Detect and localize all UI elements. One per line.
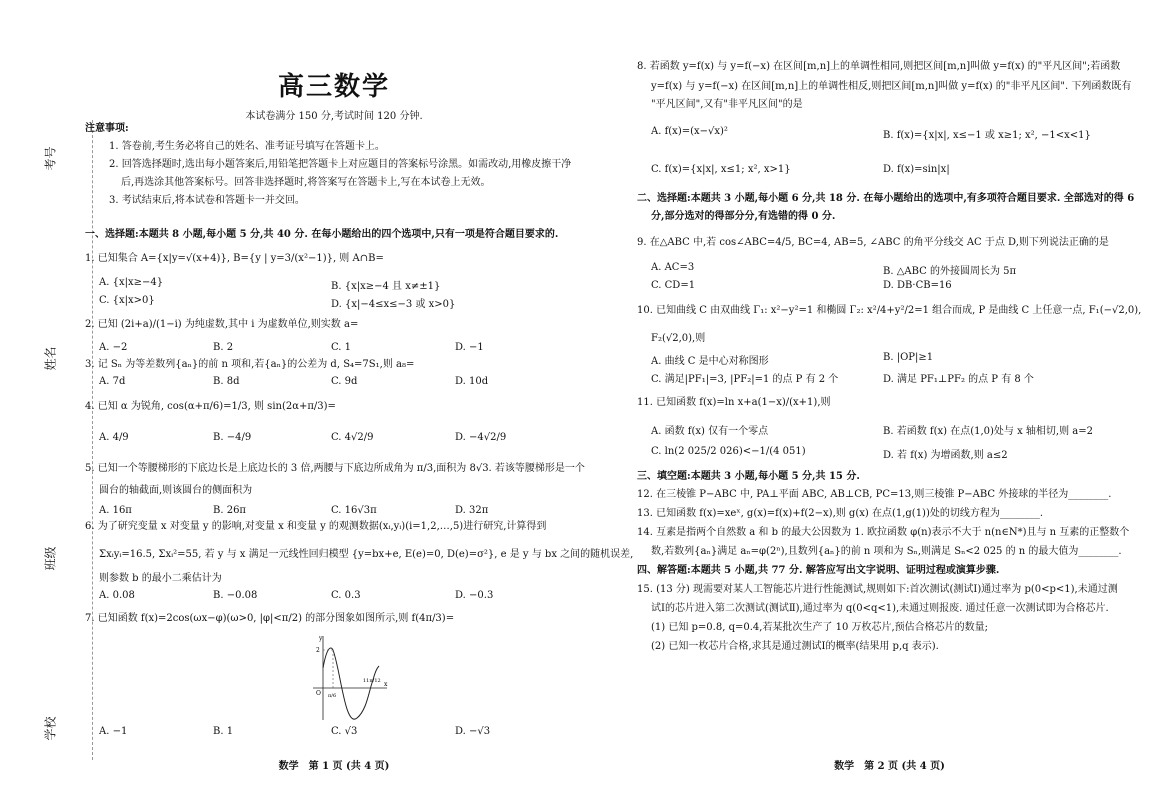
q8-option-a: A. f(x)=(x−√x)² (651, 126, 728, 137)
q10-option-c: C. 满足|PF₁|=3, |PF₂|=1 的点 P 有 2 个 (651, 374, 839, 385)
q6-stem-cont-2: 则参数 b 的最小二乘估计为 (99, 573, 222, 584)
q7-stem: 7. 已知函数 f(x)=2cos(ωx−φ)(ω>0, |φ|<π/2) 的部分图象如图所示,则 f(4π/3)= (85, 613, 455, 624)
q6-option-d: D. −0.3 (455, 590, 494, 601)
q6-option-b: B. −0.08 (213, 590, 258, 601)
side-label-school: 学校 (43, 716, 58, 741)
q15-stem-cont: 试Ⅰ的芯片进入第二次测试(测试Ⅱ),通过率为 q(0<q<1),未通过则报废. 通过任意一次测试即为合格芯片. (651, 603, 1109, 614)
q1-option-c: C. {x|x>0} (99, 295, 155, 306)
notice-1: 1. 答卷前,考生务必将自己的姓名、准考证号填写在答题卡上。 (109, 141, 385, 152)
side-label-exam-number: 考号 (43, 146, 58, 171)
q4-option-c: C. 4√2/9 (331, 432, 374, 443)
q1-option-d: D. {x|−4≤x≤−3 或 x>0} (331, 299, 456, 310)
q3-option-a: A. 7d (99, 376, 126, 387)
q14-stem-cont: 数,若数列{aₙ}满足 aₙ=φ(2ⁿ),且数列{aₙ}的前 n 项和为 Sₙ,则满足 Sₙ<2 025 的 n 的最大值为________. (651, 546, 1122, 557)
q5-stem-cont: 圆台的轴截面,则该圆台的侧面积为 (99, 485, 253, 496)
q9-stem: 9. 在△ABC 中,若 cos∠ABC=4/5, BC=4, AB=5, ∠ABC 的角平分线交 AC 于点 D,则下列说法正确的是 (637, 237, 1109, 248)
q11-option-b: B. 若函数 f(x) 在点(1,0)处与 x 轴相切,则 a=2 (883, 426, 1093, 437)
notice-2-cont: 后,再选涂其他答案标号。回答非选择题时,将答案写在答题卡上,写在本试卷上无效。 (121, 177, 491, 188)
q5-option-d: D. 32π (455, 505, 489, 516)
notice-2: 2. 回答选择题时,选出每小题答案后,用铅笔把答题卡上对应题目的答案标号涂黑。如需改动,用橡皮擦干净 (109, 159, 572, 170)
q11-option-a: A. 函数 f(x) 仅有一个零点 (651, 426, 769, 437)
q6-stem: 6. 为了研究变量 x 对变量 y 的影响,对变量 x 和变量 y 的观测数据(xᵢ,yᵢ)(i=1,2,…,5)进行研究,计算得到 (85, 521, 547, 532)
q5-option-a: A. 16π (99, 505, 132, 516)
graph-label-two: 2 (316, 647, 320, 654)
section-2-heading-cont: 分,部分选对的得部分分,有选错的得 0 分. (651, 211, 836, 222)
q2-stem: 2. 已知 (2i+a)/(1−i) 为纯虚数,其中 i 为虚数单位,则实数 a= (85, 319, 359, 330)
q12-stem: 12. 在三棱锥 P−ABC 中, PA⊥平面 ABC, AB⊥CB, PC=13,则三棱锥 P−ABC 外接球的半径为________. (637, 489, 1112, 500)
q4-option-b: B. −4/9 (213, 432, 252, 443)
q8-stem-cont-2: "平凡区间",又有"非平凡区间"的是 (651, 99, 803, 110)
q8-option-c: C. f(x)={x|x|, x≤1; x², x>1} (651, 164, 791, 175)
q4-stem: 4. 已知 α 为锐角, cos(α+π/6)=1/3, 则 sin(2α+π/3)= (85, 401, 336, 412)
q15-part-2: (2) 已知一枚芯片合格,求其是通过测试Ⅰ的概率(结果用 p,q 表示). (651, 641, 939, 652)
q11-option-c: C. ln(2 025/2 026)<−1/(4 051) (651, 446, 806, 457)
q5-option-c: C. 16√3π (331, 505, 377, 516)
q3-option-c: C. 9d (331, 376, 358, 387)
exam-subtitle: 本试卷满分 150 分,考试时间 120 分钟. (245, 111, 423, 122)
q15-part-1: (1) 已知 p=0.8, q=0.4,若某批次生产了 10 万枚芯片,预估合格芯片的数量; (651, 622, 989, 633)
page-1 (85, 0, 634, 800)
graph-x-label: x (384, 681, 388, 688)
q9-option-c: C. CD=1 (651, 280, 696, 291)
section-2-heading: 二、选择题:本题共 3 小题,每小题 6 分,共 18 分. 在每小题给出的选项中,有多项符合题目要求. 全部选对的得 6 (637, 193, 1135, 204)
section-1-heading: 一、选择题:本题共 8 小题,每小题 5 分,共 40 分. 在每小题给出的四个选项中,只有一项是符合题目要求的. (85, 229, 559, 240)
q9-option-a: A. AC=3 (651, 262, 695, 273)
q13-stem: 13. 已知函数 f(x)=xeˣ, g(x)=f(x)+f(2−x),则 g(x) 在点(1,g(1))处的切线方程为________. (637, 508, 1044, 519)
q7-option-b: B. 1 (213, 726, 234, 737)
q5-stem: 5. 已知一个等腰梯形的下底边长是上底边长的 3 倍,两腰与下底边所成角为 π/3,面积为 8√3. 若该等腰梯形是一个 (85, 463, 585, 474)
exam-title: 高三数学 (277, 72, 390, 102)
side-label-class: 班级 (43, 546, 58, 571)
q10-stem-cont: F₂(√2,0),则 (651, 333, 706, 344)
q7-option-d: D. −√3 (455, 726, 491, 737)
q7-cosine-graph (311, 632, 391, 724)
graph-label-pi6: π/6 (328, 693, 337, 699)
q1-stem: 1. 已知集合 A={x|y=√(x+4)}, B={y | y=3/(x²−1)}, 则 A∩B= (85, 253, 384, 264)
binding-margin (30, 120, 70, 760)
notice-3: 3. 考试结束后,将本试卷和答题卡一并交回。 (109, 195, 305, 206)
q1-option-b: B. {x|x≥−4 且 x≠±1} (331, 281, 441, 292)
page-2-footer: 数学 第 2 页 (共 4 页) (834, 761, 945, 772)
q2-option-b: B. 2 (213, 342, 234, 353)
q10-option-b: B. |OP|≥1 (883, 352, 934, 363)
graph-label-11pi12: 11π/12 (363, 678, 381, 684)
q15-stem: 15. (13 分) 现需要对某人工智能芯片进行性能测试,规则如下:首次测试(测试Ⅰ)通过率为 p(0<p<1),未通过测 (637, 584, 1118, 595)
q9-option-b: B. △ABC 的外接圆周长为 5π (883, 266, 1017, 277)
section-3-heading: 三、填空题:本题共 3 小题,每小题 5 分,共 15 分. (637, 471, 860, 482)
q8-stem-cont: y=f(x) 与 y=f(−x) 在区间[m,n]上的单调性相反,则把区间[m,n]叫做 y=f(x) 的"非平凡区间". 下列函数既有 (651, 81, 1132, 92)
q10-option-a: A. 曲线 C 是中心对称图形 (651, 356, 769, 367)
q6-option-c: C. 0.3 (331, 590, 361, 601)
q2-option-c: C. 1 (331, 342, 352, 353)
q3-option-b: B. 8d (213, 376, 240, 387)
q1-option-a: A. {x|x≥−4} (99, 277, 164, 288)
q14-stem: 14. 互素是指两个自然数 a 和 b 的最大公因数为 1. 欧拉函数 φ(n)表示不大于 n(n∈N*)且与 n 互素的正整数个 (637, 527, 1130, 538)
q8-stem: 8. 若函数 y=f(x) 与 y=f(−x) 在区间[m,n]上的单调性相同,则把区间[m,n]叫做 y=f(x) 的"平凡区间";若函数 (637, 61, 1121, 72)
q4-option-d: D. −4√2/9 (455, 432, 507, 443)
q6-option-a: A. 0.08 (99, 590, 135, 601)
section-4-heading: 四、解答题:本题共 5 小题,共 77 分. 解答应写出文字说明、证明过程或演算步骤. (637, 565, 1000, 576)
q2-option-a: A. −2 (99, 342, 128, 353)
q7-option-c: C. √3 (331, 726, 358, 737)
page-1-footer: 数学 第 1 页 (共 4 页) (278, 761, 390, 772)
q8-option-b: B. f(x)={x|x|, x≤−1 或 x≥1; x², −1<x<1} (883, 130, 1091, 141)
q9-option-d: D. DB·CB=16 (883, 280, 952, 291)
graph-origin: O (316, 690, 321, 697)
notice-title: 注意事项: (85, 123, 129, 134)
side-label-name: 姓名 (43, 346, 58, 371)
q5-option-b: B. 26π (213, 505, 247, 516)
q10-stem: 10. 已知曲线 C 由双曲线 Γ₁: x²−y²=1 和椭圆 Γ₂: x²/4+y²/2=1 组合而成, P 是曲线 C 上任意一点, F₁(−√2,0), (637, 305, 1142, 316)
q10-option-d: D. 满足 PF₁⊥PF₂ 的点 P 有 8 个 (883, 374, 1034, 385)
q3-option-d: D. 10d (455, 376, 489, 387)
q4-option-a: A. 4/9 (99, 432, 129, 443)
page-2 (637, 0, 1142, 800)
q2-option-d: D. −1 (455, 342, 484, 353)
q11-option-d: D. 若 f(x) 为增函数,则 a≤2 (883, 450, 1008, 461)
q3-stem: 3. 记 Sₙ 为等差数列{aₙ}的前 n 项和,若{aₙ}的公差为 d, S₄=7S₁,则 a₈= (85, 359, 415, 370)
q7-option-a: A. −1 (99, 726, 128, 737)
graph-y-label: y (319, 635, 323, 642)
q6-stem-cont: Σxᵢyᵢ=16.5, Σxᵢ²=55, 若 y 与 x 满足一元线性回归模型 {y=bx+e, E(e)=0, D(e)=σ²}, e 是 y 与 bx 之间的随机误差, (99, 549, 634, 560)
q8-option-d: D. f(x)=sin|x| (883, 164, 950, 175)
q11-stem: 11. 已知函数 f(x)=ln x+a(1−x)/(x+1),则 (637, 397, 831, 408)
